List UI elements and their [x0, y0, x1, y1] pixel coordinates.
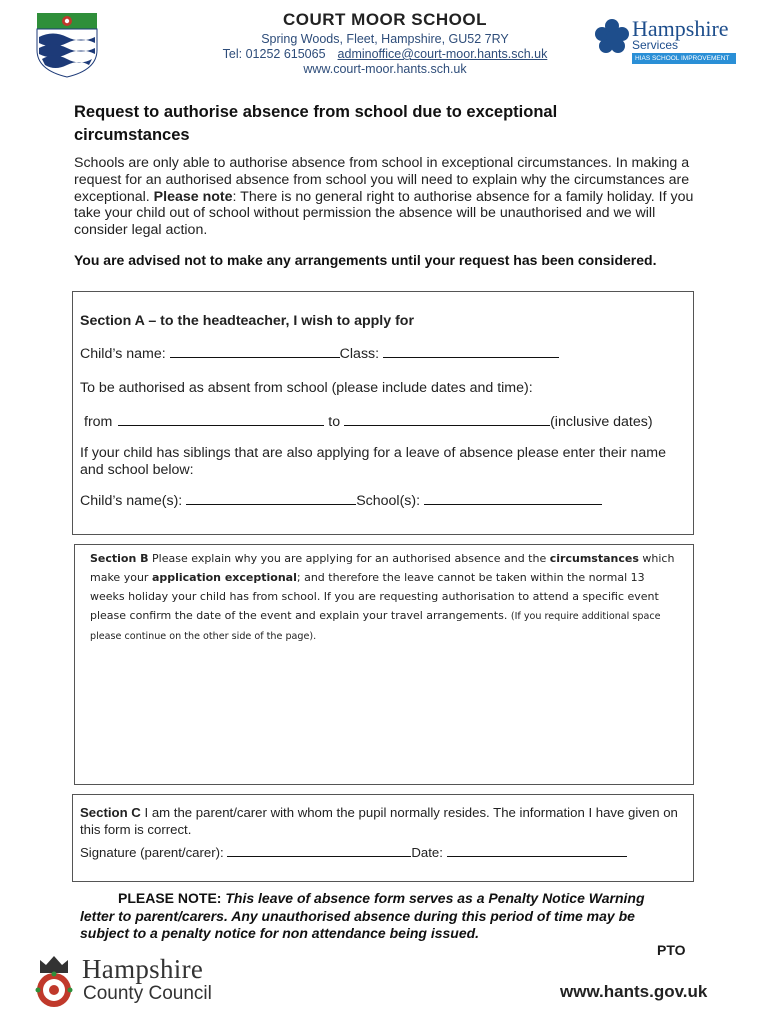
school-telephone: Tel: 01252 615065	[222, 47, 326, 61]
school-name: COURT MOOR SCHOOL	[283, 10, 487, 29]
hampshire-services-logo	[594, 16, 736, 66]
siblings-schools-field[interactable]	[424, 493, 602, 505]
siblings-row	[80, 493, 602, 509]
pto-label: PTO	[657, 942, 686, 958]
penalty-note-label: PLEASE NOTE:	[118, 890, 222, 906]
hampshire-flower-icon	[594, 18, 630, 54]
hcc-logo-line2: County Council	[83, 983, 212, 1004]
section-b-small-note: (If you require additional space please continue on the other side of the page).	[90, 610, 661, 642]
section-a-heading: Section A – to the headteacher, I wish to apply for	[80, 313, 414, 329]
form-title: Request to authorise absence from school due to exceptional circumstances	[74, 103, 558, 144]
penalty-note	[80, 890, 680, 943]
siblings-names-field[interactable]	[186, 493, 356, 505]
hampshire-logo-name: Hampshire	[632, 16, 729, 41]
section-c-text: I am the parent/carer with whom the pupil normally resides. The information I have given on this form is correct.	[80, 805, 678, 837]
child-class-row	[80, 346, 559, 362]
section-c-statement	[80, 805, 680, 838]
advice-note: You are advised not to make any arrangements until your request has been considered.	[74, 252, 657, 268]
hampshire-rose-crown-icon	[32, 954, 76, 1008]
date-label: Date:	[411, 845, 443, 860]
childs-name-field[interactable]	[170, 346, 340, 358]
siblings-prompt: If your child has siblings that are also applying for a leave of absence please enter their name and school below:	[80, 445, 666, 478]
school-email-link[interactable]: adminoffice@court-moor.hants.sch.uk	[337, 47, 548, 61]
class-label: Class:	[339, 346, 380, 362]
schools-label: School(s):	[356, 493, 421, 509]
intro-text-1: Schools are only able to authorise absence from school in exceptional circumstances. In making a request for an authorised absence from school you will need to explain why the circumstances are exceptional.	[74, 155, 690, 205]
section-b-text-3: ; and therefore the leave cannot be taken within the normal 13 weeks holiday your child has from school. If you are requesting authorisation to attend a specific event please confirm the date of the event and explain your travel arrangements.	[90, 570, 659, 622]
inclusive-dates-label: (inclusive dates)	[550, 414, 653, 430]
from-label: from	[84, 414, 113, 430]
date-range-row	[84, 414, 653, 430]
childs-name-label: Child’s name:	[80, 346, 166, 362]
hampshire-logo-services: Services	[632, 38, 679, 52]
from-date-field[interactable]	[118, 414, 324, 426]
section-b-bold-2: application exceptional	[151, 570, 297, 584]
signature-label: Signature (parent/carer):	[80, 845, 224, 860]
signature-field[interactable]	[227, 845, 411, 857]
penalty-note-text: This leave of absence form serves as a Penalty Notice Warning letter to parent/carers. Any unauthorised absence during this period of time may be subject to a penalty notice for non attendance being issued.	[80, 890, 645, 941]
hampshire-county-council-logo	[32, 954, 242, 1010]
section-b-instructions	[90, 550, 680, 647]
dates-prompt: To be authorised as absent from school (please include dates and time):	[80, 380, 533, 396]
section-b-label: Section B	[90, 552, 149, 565]
intro-text-2: : There is no general right to authorise absence for a family holiday. If you take your child out of school without permission the absence will be unauthorised and we will consider legal action.	[74, 188, 694, 239]
section-c-label: Section C	[80, 805, 141, 820]
school-address: Spring Woods, Fleet, Hampshire, GU52 7RY	[261, 32, 509, 46]
hcc-logo-line1: Hampshire	[82, 954, 204, 984]
section-b-bold-1: circumstances	[549, 552, 639, 565]
class-field[interactable]	[383, 346, 559, 358]
date-field[interactable]	[447, 845, 627, 857]
to-label: to	[328, 414, 341, 430]
section-b-text-2: which make your	[90, 552, 675, 584]
to-date-field[interactable]	[344, 414, 550, 426]
please-note-label: Please note	[153, 188, 233, 205]
hampshire-logo-bar: HIAS SCHOOL IMPROVEMENT	[632, 53, 736, 64]
school-website[interactable]: www.court-moor.hants.sch.uk	[303, 62, 467, 76]
childs-names-label: Child’s name(s):	[80, 493, 183, 509]
intro-paragraph	[74, 155, 694, 239]
footer-website[interactable]: www.hants.gov.uk	[560, 982, 708, 1001]
signature-row	[80, 845, 627, 860]
section-b-text-1: Please explain why you are applying for an authorised absence and the	[152, 552, 547, 565]
